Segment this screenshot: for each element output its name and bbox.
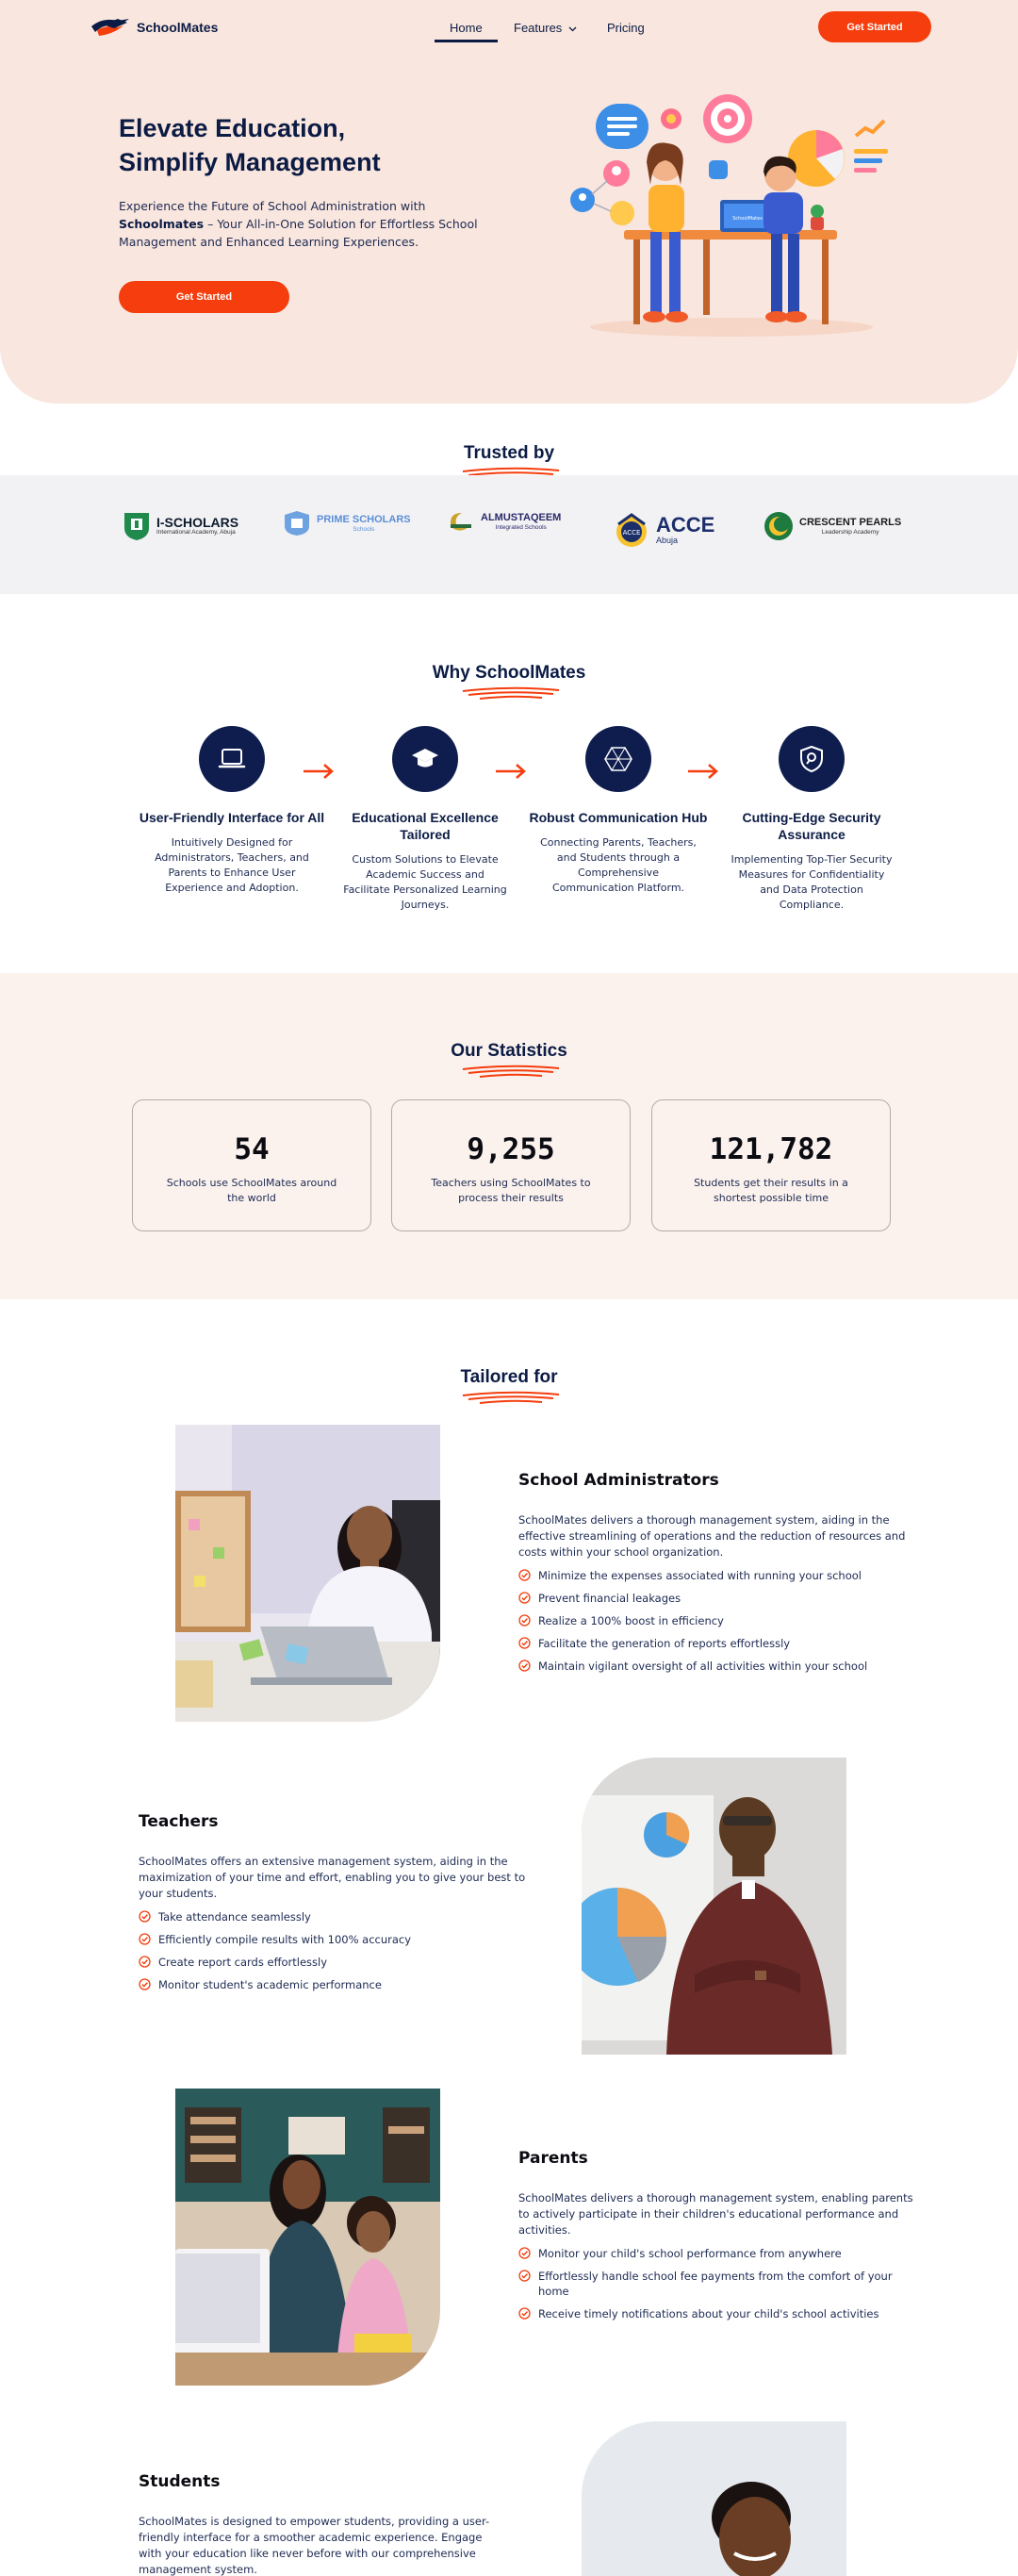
tailored-title: Tailored for [460,1367,558,1387]
list-item-text: Monitor your child's school performance from anywhere [538,2247,842,2260]
list-item [518,1613,914,1628]
hero-title-line1: Elevate Education, [119,114,346,142]
shield-key-icon [799,745,824,773]
list-item-text: Monitor student's academic performance [158,1978,382,1991]
get-started-hero-button[interactable]: Get Started [119,281,289,313]
feature-desc: Custom Solutions to Elevate Academic Success and Facilitate Personalized Learning Journeys. [343,853,507,911]
list-item [518,2269,914,2299]
teachers-benefits-list [139,1909,534,1992]
chevron-down-icon [568,26,577,32]
teacher-photo [582,1758,846,2055]
main-nav [435,21,699,49]
list-item [139,1977,534,1992]
hero-title [119,111,534,179]
check-circle-icon [518,2270,531,2282]
teachers-block [139,1812,534,1992]
acce-seal-icon [613,511,650,549]
hero-illustration [562,87,901,341]
check-circle-icon [518,1569,531,1581]
graduation-cap-icon [410,747,440,771]
get-started-nav-button[interactable]: Get Started [818,11,931,42]
parents-benefits-list [518,2246,914,2321]
check-circle-icon [518,2307,531,2320]
check-circle-icon [139,1978,151,1990]
stat-desc: Students get their results in a shortest possible time [694,1177,848,1204]
list-item-text: Prevent financial leakages [538,1592,681,1605]
crescent-pearls-crest-icon [764,511,794,541]
nav-pricing[interactable]: Pricing [607,21,645,35]
feature-educational-excellence [331,726,519,913]
list-item [518,2306,914,2321]
feature-desc: Implementing Top-Tier Security Measures for Confidentiality and Data Protection Compliance. [731,853,893,911]
student-photo [582,2421,846,2576]
list-item [518,1636,914,1651]
check-circle-icon [518,1637,531,1649]
hero-desc-brand: Schoolmates [119,217,205,231]
partner-almustaqeem [447,511,561,532]
logo[interactable] [90,15,218,40]
list-item [518,1568,914,1583]
feature-title: User-Friendly Interface for All [139,810,325,825]
feature-title: Cutting-Edge Security Assurance [742,810,881,842]
stat-value: 9,255 [467,1132,555,1166]
students-title: Students [139,2472,221,2491]
partner-crescent-pearls [764,511,901,541]
hero-desc-lead: Experience the Future of School Administration with [119,199,426,213]
brand-name: SchoolMates [137,20,219,35]
partner-name: PRIME SCHOLARS [317,514,411,525]
nav-features[interactable] [514,21,577,35]
stat-card-students [651,1099,891,1231]
check-circle-icon [139,1933,151,1945]
feature-icon-circle [585,726,651,792]
parent-photo [175,2089,440,2386]
almustaqeem-crescent-icon [447,511,475,532]
list-item-text: Effortlessly handle school fee payments from the comfort of your home [538,2270,893,2298]
stat-card-teachers [391,1099,631,1231]
check-circle-icon [518,1592,531,1604]
feature-title: Educational Excellence Tailored [352,810,499,842]
i-scholars-crest-icon [123,511,151,541]
partner-sub: Integrated Schools [495,524,547,531]
partner-sub: Schools [353,526,375,533]
feature-icon-circle [199,726,265,792]
hero-description [119,197,496,251]
title-underline-scribble [459,685,563,701]
feature-icon-circle [779,726,845,792]
feature-security-assurance [717,726,906,913]
hero-desc-rest: – Your All-in-One Solution for Effortless School Management and Enhanced Learning Experiences. [119,217,478,249]
administrator-photo [175,1425,440,1722]
students-desc: SchoolMates is designed to empower students, providing a user-friendly interface for a smoother academic experience. Engage with your education like never before with our comprehensive management system. [139,2515,490,2576]
partner-prime-scholars [283,511,411,536]
admins-desc: SchoolMates delivers a thorough management system, aiding in the effective streamlining of operations and the reduction of resources and costs within your school organization. [518,1513,906,1559]
hero-title-line2: Simplify Management [119,148,381,176]
students-block [139,2472,506,2576]
list-item-text: Efficiently compile results with 100% accuracy [158,1933,412,1946]
check-circle-icon [139,1956,151,1968]
title-underline-scribble [459,1064,563,1079]
arrow-right-icon [494,762,528,781]
list-item [518,1659,914,1674]
nav-home[interactable]: Home [450,21,483,35]
list-item-text: Realize a 100% boost in efficiency [538,1614,724,1627]
why-title: Why SchoolMates [432,663,586,683]
teachers-title: Teachers [139,1812,219,1831]
check-circle-icon [518,1660,531,1672]
feature-user-friendly [138,726,326,896]
check-circle-icon [518,1614,531,1627]
feature-desc: Connecting Parents, Teachers, and Students through a Comprehensive Communication Platform. [540,836,697,894]
list-item [518,1591,914,1606]
list-item [139,1909,534,1924]
partner-sub: Abuja [656,536,679,545]
admins-title: School Administrators [518,1471,719,1490]
list-item-text: Create report cards effortlessly [158,1956,328,1969]
title-underline-scribble [459,1390,563,1405]
partner-i-scholars [123,511,238,541]
list-item-text: Maintain vigilant oversight of all activities within your school [538,1660,868,1673]
arrow-right-icon [686,762,720,781]
stat-value: 54 [234,1132,270,1166]
partner-name: ALMUSTAQEEM [481,512,562,523]
trusted-title: Trusted by [463,443,555,463]
graduation-cap-logo-icon [90,15,131,40]
partner-name: ACCE [656,513,715,537]
partner-name: I-SCHOLARS [156,515,239,530]
nav-features-label: Features [514,21,563,35]
feature-communication-hub [524,726,713,896]
feature-desc: Intuitively Designed for Administrators, Teachers, and Parents to Enhance User Experience and Adoption. [155,836,309,894]
partner-sub: Leadership Academy [821,529,879,536]
parents-title: Parents [518,2149,588,2168]
stat-card-schools [132,1099,371,1231]
admins-benefits-list [518,1568,914,1674]
stat-value: 121,782 [709,1132,833,1166]
check-circle-icon [518,2247,531,2259]
list-item [518,2246,914,2261]
feature-title: Robust Communication Hub [529,810,708,825]
prime-scholars-crest-icon [283,511,311,536]
check-circle-icon [139,1910,151,1923]
parents-desc: SchoolMates delivers a thorough management system, enabling parents to actively participate in their children's educational performance and activities. [518,2191,913,2237]
statistics-title: Our Statistics [451,1041,567,1061]
acce-seal-label: ACCE [622,529,641,537]
partner-name: CRESCENT PEARLS [799,517,902,528]
partner-sub: International Academy, Abuja [156,529,236,536]
list-item [139,1955,534,1970]
teachers-desc: SchoolMates offers an extensive management system, aiding in the maximization of your time and effort, enabling you to give your best to your students. [139,1855,526,1900]
list-item-text: Minimize the expenses associated with running your school [538,1569,862,1582]
partner-acce [613,511,714,549]
illustration-laptop-label: SchoolMates [732,216,763,222]
parents-block [518,2149,914,2321]
list-item [139,1932,534,1947]
network-hub-icon [603,745,633,773]
list-item-text: Facilitate the generation of reports effortlessly [538,1637,791,1650]
list-item-text: Receive timely notifications about your child's school activities [538,2307,879,2320]
laptop-icon [218,747,246,771]
stat-desc: Schools use SchoolMates around the world [166,1177,337,1204]
admins-block [518,1471,914,1674]
list-item-text: Take attendance seamlessly [158,1910,311,1924]
stat-desc: Teachers using SchoolMates to process their results [431,1177,591,1204]
feature-icon-circle [392,726,458,792]
